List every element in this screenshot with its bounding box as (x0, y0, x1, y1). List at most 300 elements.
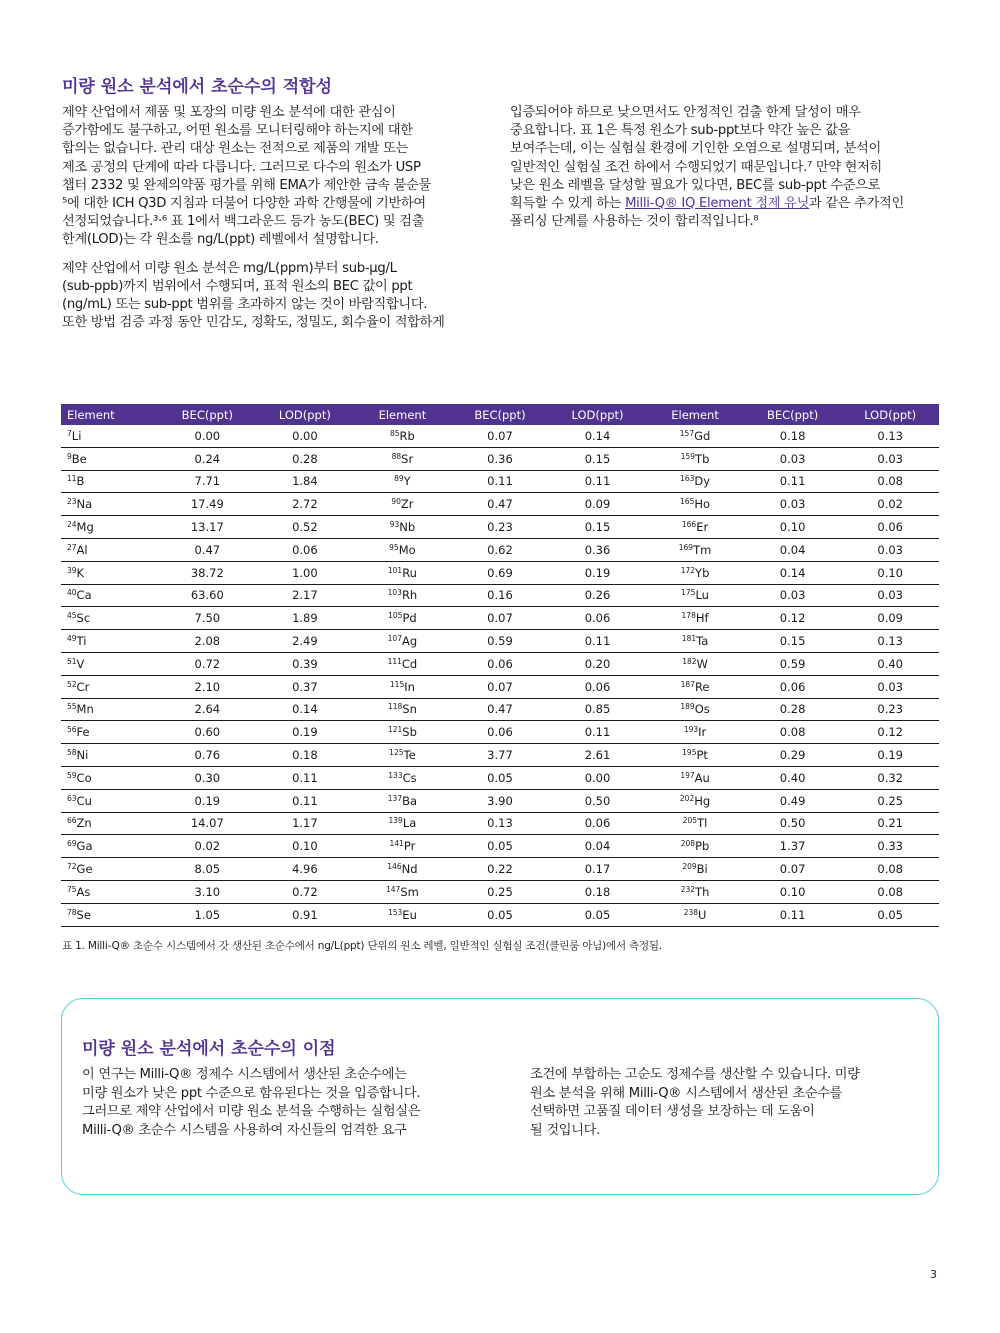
bec-value: 0.30 (159, 766, 257, 789)
summary-text-right: 조건에 부합하는 고순도 정제수를 생산할 수 있습니다. 미량 원소 분석을 위해 Milli-Q® 시스템에서 생산된 초순수를 선택하면 고품질 데이터 생성을 보장하는 데 도움이 될 것입니다. (530, 1067, 860, 1138)
element-cell (646, 538, 744, 561)
bec-value: 0.22 (451, 858, 549, 881)
bec-value: 1.37 (744, 835, 842, 858)
element-cell (646, 721, 744, 744)
isotope-mass: 139 (388, 816, 403, 826)
element-symbol: Be (71, 451, 87, 466)
element-cell (646, 425, 744, 447)
isotope-mass: 101 (387, 565, 403, 575)
lod-value: 0.19 (256, 721, 354, 744)
column-header: Element (61, 404, 159, 425)
lod-value: 0.18 (256, 744, 354, 767)
table-row (61, 607, 939, 630)
lod-value: 0.09 (549, 493, 647, 516)
element-symbol: Ir (698, 725, 707, 740)
isotope-mass: 187 (680, 679, 695, 689)
element-symbol: Pt (696, 748, 708, 763)
lod-value: 0.85 (549, 698, 647, 721)
isotope-mass: 75 (67, 884, 77, 894)
lod-value: 0.20 (549, 652, 647, 675)
element-symbol: Nb (399, 520, 416, 535)
isotope-mass: 147 (385, 884, 401, 894)
element-symbol: Sc (76, 611, 91, 626)
lod-value: 0.03 (841, 447, 939, 470)
element-symbol: V (76, 656, 85, 671)
element-symbol: Co (76, 770, 92, 785)
element-cell (61, 652, 159, 675)
element-cell (61, 880, 159, 903)
isotope-mass: 141 (389, 839, 404, 849)
element-symbol: Pd (402, 611, 417, 626)
column-header: LOD(ppt) (256, 404, 354, 425)
bec-value: 0.08 (744, 721, 842, 744)
lod-value: 0.52 (256, 516, 354, 539)
element-symbol: B (76, 474, 85, 489)
element-cell (646, 630, 744, 653)
element-symbol: Sm (400, 884, 419, 899)
element-symbol: Pr (403, 839, 416, 854)
lod-value: 0.15 (549, 516, 647, 539)
element-cell (354, 516, 452, 539)
element-cell (354, 721, 452, 744)
element-symbol: Rb (399, 428, 415, 443)
table-row (61, 744, 939, 767)
element-symbol: Rh (401, 588, 418, 603)
bec-value: 0.72 (159, 652, 257, 675)
lod-value: 0.00 (256, 425, 354, 447)
table-row (61, 630, 939, 653)
lod-value: 0.13 (841, 425, 939, 447)
bec-value: 0.06 (451, 721, 549, 744)
bec-value: 0.76 (159, 744, 257, 767)
isotope-mass: 172 (680, 565, 696, 575)
isotope-mass: 111 (387, 656, 402, 666)
table-row (61, 447, 939, 470)
lod-value: 2.61 (549, 744, 647, 767)
lod-value: 0.05 (841, 903, 939, 926)
element-cell (354, 766, 452, 789)
isotope-mass: 153 (387, 907, 403, 917)
bec-value: 0.36 (451, 447, 549, 470)
element-symbol: Hf (695, 611, 709, 626)
element-cell (354, 903, 452, 926)
bec-value: 0.47 (451, 493, 549, 516)
paragraph-text: 입증되어야 하므로 낮으면서도 안정적인 검출 한계 달성이 매우 중요합니다. 표 1은 특정 원소가 sub-ppt보다 약간 높은 값을 보여주는데, 이는 실험실 환경에 기인한 오염으로 설명되며, 분석이 일반적인 실험실 조건 하에서 수행되었기 때문입니다.⁷ 만약 현저히 낮은 원소 레벨을 달성할 필요가 있다면, BEC를 sub-ppt 수준으로 획득할 수 있게 하는 (510, 105, 882, 212)
element-symbol: Ru (402, 565, 417, 580)
lod-value: 0.03 (841, 584, 939, 607)
element-symbol: Na (76, 497, 93, 512)
bec-value: 2.64 (159, 698, 257, 721)
isotope-mass: 88 (391, 451, 402, 461)
element-cell (354, 698, 452, 721)
element-cell (61, 493, 159, 516)
isotope-mass: 238 (683, 907, 698, 917)
element-cell (61, 744, 159, 767)
lod-value: 0.19 (549, 561, 647, 584)
bec-value: 0.59 (451, 630, 549, 653)
isotope-mass: 69 (67, 839, 77, 849)
bec-value: 0.13 (451, 812, 549, 835)
element-cell (646, 584, 744, 607)
isotope-mass: 89 (394, 474, 404, 484)
lod-value: 0.06 (549, 607, 647, 630)
paragraph-text: 과 같은 추가적인 폴리싱 단계를 사용하는 것이 합리적입니다.⁸ (510, 196, 904, 230)
table-row (61, 516, 939, 539)
bec-value: 2.08 (159, 630, 257, 653)
bec-value: 63.60 (159, 584, 257, 607)
element-symbol: Zr (400, 497, 414, 512)
isotope-mass: 51 (67, 656, 77, 666)
bec-value: 0.06 (451, 652, 549, 675)
element-cell (61, 561, 159, 584)
element-symbol: Mo (398, 542, 416, 557)
element-symbol: Th (695, 884, 710, 899)
element-symbol: Te (403, 748, 416, 763)
element-symbol: Sn (402, 702, 417, 717)
page-number: 3 (930, 1268, 937, 1281)
isotope-mass: 146 (387, 862, 402, 872)
table-row (61, 698, 939, 721)
element-symbol: Mn (76, 702, 94, 717)
isotope-mass: 56 (67, 725, 77, 735)
bec-value: 0.07 (451, 607, 549, 630)
element-symbol: Tm (693, 542, 712, 557)
lod-value: 0.09 (841, 607, 939, 630)
element-symbol: Os (694, 702, 710, 717)
element-symbol: Cu (76, 793, 92, 808)
bec-value: 0.23 (451, 516, 549, 539)
element-cell (646, 561, 744, 584)
element-symbol: Ag (401, 634, 418, 649)
element-cell (646, 903, 744, 926)
isotope-mass: 133 (388, 770, 403, 780)
isotope-mass: 182 (682, 656, 697, 666)
bec-value: 0.29 (744, 744, 842, 767)
element-symbol: Cs (402, 770, 417, 785)
element-symbol: Dy (694, 474, 711, 489)
isotope-mass: 175 (681, 588, 696, 598)
isotope-mass: 59 (67, 770, 77, 780)
lod-value: 0.17 (549, 858, 647, 881)
element-cell (646, 789, 744, 812)
isotope-mass: 165 (680, 497, 695, 507)
element-symbol: Tl (697, 816, 708, 831)
lod-value: 0.04 (549, 835, 647, 858)
lod-value: 0.05 (549, 903, 647, 926)
summary-text-left: 이 연구는 Milli-Q® 정제수 시스템에서 생산된 초순수에는 미량 원소가 낮은 ppt 수준으로 함유된다는 것을 입증합니다. 그러므로 제약 산업에서 미량 원소 분석을 수행하는 실험실은 Milli-Q® 초순수 시스템을 사용하여 자신들의 엄격한 요구 (82, 1067, 421, 1138)
bec-value: 0.19 (159, 789, 257, 812)
element-cell (646, 470, 744, 493)
lod-value: 0.10 (841, 561, 939, 584)
bec-value: 7.71 (159, 470, 257, 493)
isotope-mass: 63 (67, 793, 77, 803)
isotope-mass: 189 (680, 702, 695, 712)
lod-value: 0.91 (256, 903, 354, 926)
element-cell (354, 652, 452, 675)
isotope-mass: 193 (683, 725, 699, 735)
bec-value: 0.11 (451, 470, 549, 493)
table-row (61, 652, 939, 675)
isotope-mass: 49 (67, 634, 77, 644)
element-symbol: Pb (695, 839, 710, 854)
body-column-left (62, 104, 492, 342)
element-symbol: In (404, 679, 415, 694)
isotope-mass: 39 (67, 565, 77, 575)
bec-value: 0.07 (451, 675, 549, 698)
bec-value: 0.15 (744, 630, 842, 653)
element-cell (646, 835, 744, 858)
lod-value: 0.08 (841, 470, 939, 493)
bec-value: 0.16 (451, 584, 549, 607)
bec-value: 0.24 (159, 447, 257, 470)
lod-value: 0.06 (549, 675, 647, 698)
element-symbol: Ca (76, 588, 92, 603)
bec-value: 0.14 (744, 561, 842, 584)
element-cell (354, 493, 452, 516)
element-cell (61, 858, 159, 881)
lod-value: 2.72 (256, 493, 354, 516)
bec-value: 0.00 (159, 425, 257, 447)
isotope-mass: 66 (67, 816, 77, 826)
isotope-mass: 55 (67, 702, 77, 712)
lod-value: 0.11 (256, 789, 354, 812)
element-cell (646, 744, 744, 767)
isotope-mass: 103 (387, 588, 402, 598)
bec-value: 0.11 (744, 470, 842, 493)
lod-value: 0.06 (256, 538, 354, 561)
element-symbol: Ge (76, 862, 93, 877)
table-row (61, 812, 939, 835)
bec-value: 0.06 (744, 675, 842, 698)
element-symbol: Ho (694, 497, 711, 512)
lod-value: 0.21 (841, 812, 939, 835)
bec-value: 0.07 (451, 425, 549, 447)
element-cell (354, 538, 452, 561)
isotope-mass: 159 (680, 451, 696, 461)
element-cell (354, 607, 452, 630)
lod-value: 0.50 (549, 789, 647, 812)
lod-value: 0.32 (841, 766, 939, 789)
element-cell (354, 835, 452, 858)
element-symbol: Sb (402, 725, 417, 740)
bec-value: 38.72 (159, 561, 257, 584)
isotope-mass: 78 (67, 907, 77, 917)
element-cell (354, 584, 452, 607)
isotope-mass: 85 (389, 428, 400, 438)
body-column-right (510, 104, 942, 241)
table-header-row (61, 404, 939, 425)
lod-value: 2.49 (256, 630, 354, 653)
element-cell (646, 880, 744, 903)
bec-value: 0.40 (744, 766, 842, 789)
element-symbol: Cr (76, 679, 90, 694)
element-cell (61, 584, 159, 607)
lod-value: 0.25 (841, 789, 939, 812)
element-cell (646, 447, 744, 470)
bec-value: 0.25 (451, 880, 549, 903)
table-row (61, 561, 939, 584)
product-link[interactable]: Milli-Q® IQ Element 정제 유닛 (625, 196, 810, 212)
table-row (61, 766, 939, 789)
lod-value: 0.14 (256, 698, 354, 721)
element-symbol: Mg (76, 520, 94, 535)
bec-value: 3.90 (451, 789, 549, 812)
lod-value: 4.96 (256, 858, 354, 881)
element-cell (61, 766, 159, 789)
table-row (61, 789, 939, 812)
element-symbol: K (76, 565, 85, 580)
lod-value: 0.18 (549, 880, 647, 903)
table-row (61, 903, 939, 926)
isotope-mass: 7 (67, 428, 72, 438)
element-cell (646, 812, 744, 835)
table-row (61, 675, 939, 698)
isotope-mass: 45 (67, 611, 77, 621)
lod-value: 1.84 (256, 470, 354, 493)
element-symbol: Se (76, 907, 91, 922)
element-cell (61, 516, 159, 539)
element-symbol: Bi (696, 862, 708, 877)
bec-value: 0.02 (159, 835, 257, 858)
table-row (61, 721, 939, 744)
lod-value: 0.28 (256, 447, 354, 470)
lod-value: 0.08 (841, 880, 939, 903)
element-symbol: Ni (76, 748, 89, 763)
element-symbol: Er (696, 520, 709, 535)
lod-value: 0.11 (549, 470, 647, 493)
bec-value: 0.05 (451, 766, 549, 789)
element-cell (61, 470, 159, 493)
bec-value: 0.60 (159, 721, 257, 744)
element-symbol: Zn (76, 816, 92, 831)
element-cell (61, 538, 159, 561)
bec-lod-table (61, 404, 939, 927)
table-row (61, 538, 939, 561)
lod-value: 0.06 (841, 516, 939, 539)
isotope-mass: 125 (389, 748, 404, 758)
element-cell (646, 766, 744, 789)
isotope-mass: 23 (67, 497, 77, 507)
column-header: BEC(ppt) (159, 404, 257, 425)
element-cell (646, 858, 744, 881)
element-symbol: W (696, 656, 708, 671)
column-header: Element (354, 404, 452, 425)
table-caption: 표 1. Milli-Q® 초순수 시스템에서 갓 생산된 초순수에서 ng/L(ppt) 단위의 원소 레벨, 일반적인 실험실 조건(클린룸 아님)에서 측정됨. (62, 940, 662, 952)
bec-value: 3.10 (159, 880, 257, 903)
element-symbol: Eu (402, 907, 417, 922)
element-cell (646, 675, 744, 698)
lod-value: 0.13 (841, 630, 939, 653)
bec-value: 0.49 (744, 789, 842, 812)
element-symbol: U (698, 907, 707, 922)
paragraph (510, 104, 942, 231)
bec-value: 0.62 (451, 538, 549, 561)
element-symbol: Y (403, 474, 411, 489)
bec-value: 0.47 (451, 698, 549, 721)
table-row (61, 584, 939, 607)
isotope-mass: 118 (387, 702, 403, 712)
element-symbol: Nd (401, 862, 418, 877)
isotope-mass: 202 (679, 793, 695, 803)
bec-value: 2.10 (159, 675, 257, 698)
lod-value: 0.02 (841, 493, 939, 516)
paragraph: 제약 산업에서 제품 및 포장의 미량 원소 분석에 대한 관심이 증가함에도 불구하고, 어떤 원소를 모니터링해야 하는지에 대한 합의는 없습니다. 관리 대상 원소는 전적으로 제품의 개발 또는 제조 공정의 단계에 따라 다릅니다. 그러므로 다수의 원소가 USP 챕터 2332 및 완제의약품 평가를 위해 EMA가 제안한 금속 불순물 ⁵에 대한 ICH Q3D 지침과 더불어 다양한 과학 간행물에 기반하여 선정되었습니다.³·⁶ 표 1에서 백그라운드 등가 농도(BEC) 및 검출 한계(LOD)는 각 원소를 ng/L(ppt) 레벨에서 설명합니다. (62, 105, 431, 248)
table-row (61, 425, 939, 447)
element-cell (354, 561, 452, 584)
bec-value: 8.05 (159, 858, 257, 881)
element-cell (646, 698, 744, 721)
isotope-mass: 157 (679, 428, 695, 438)
table-row (61, 493, 939, 516)
table-row (61, 835, 939, 858)
element-cell (354, 425, 452, 447)
isotope-mass: 105 (388, 611, 403, 621)
isotope-mass: 178 (681, 611, 696, 621)
lod-value: 0.72 (256, 880, 354, 903)
isotope-mass: 24 (67, 520, 77, 530)
bec-value: 0.07 (744, 858, 842, 881)
element-cell (61, 607, 159, 630)
isotope-mass: 52 (67, 679, 77, 689)
column-header: BEC(ppt) (451, 404, 549, 425)
element-cell (61, 675, 159, 698)
bec-value: 0.03 (744, 493, 842, 516)
element-cell (61, 425, 159, 447)
element-symbol: Sr (401, 451, 414, 466)
isotope-mass: 27 (67, 542, 77, 552)
lod-value: 0.11 (549, 721, 647, 744)
bec-value: 0.18 (744, 425, 842, 447)
bec-value: 7.50 (159, 607, 257, 630)
section-title: 미량 원소 분석에서 초순수의 적합성 (62, 77, 333, 97)
table-row (61, 858, 939, 881)
bec-value: 14.07 (159, 812, 257, 835)
bec-value: 0.03 (744, 447, 842, 470)
bec-value: 0.11 (744, 903, 842, 926)
lod-value: 0.00 (549, 766, 647, 789)
element-cell (354, 630, 452, 653)
bec-value: 0.10 (744, 880, 842, 903)
element-symbol: Ti (76, 634, 87, 649)
isotope-mass: 181 (681, 634, 697, 644)
element-cell (646, 493, 744, 516)
bec-value: 0.28 (744, 698, 842, 721)
lod-value: 0.19 (841, 744, 939, 767)
element-cell (354, 789, 452, 812)
element-symbol: Hg (694, 793, 711, 808)
column-header: LOD(ppt) (841, 404, 939, 425)
lod-value: 1.17 (256, 812, 354, 835)
element-cell (646, 652, 744, 675)
bec-value: 1.05 (159, 903, 257, 926)
element-cell (61, 789, 159, 812)
lod-value: 0.12 (841, 721, 939, 744)
element-cell (354, 880, 452, 903)
isotope-mass: 90 (391, 497, 401, 507)
lod-value: 0.03 (841, 675, 939, 698)
element-cell (61, 903, 159, 926)
table-body (61, 425, 939, 926)
element-symbol: Au (694, 770, 710, 785)
bec-value: 0.05 (451, 835, 549, 858)
element-symbol: Re (694, 679, 710, 694)
lod-value: 0.06 (549, 812, 647, 835)
lod-value: 1.00 (256, 561, 354, 584)
isotope-mass: 9 (67, 451, 72, 461)
element-symbol: La (402, 816, 417, 831)
element-symbol: Ga (76, 839, 93, 854)
bec-value: 0.12 (744, 607, 842, 630)
